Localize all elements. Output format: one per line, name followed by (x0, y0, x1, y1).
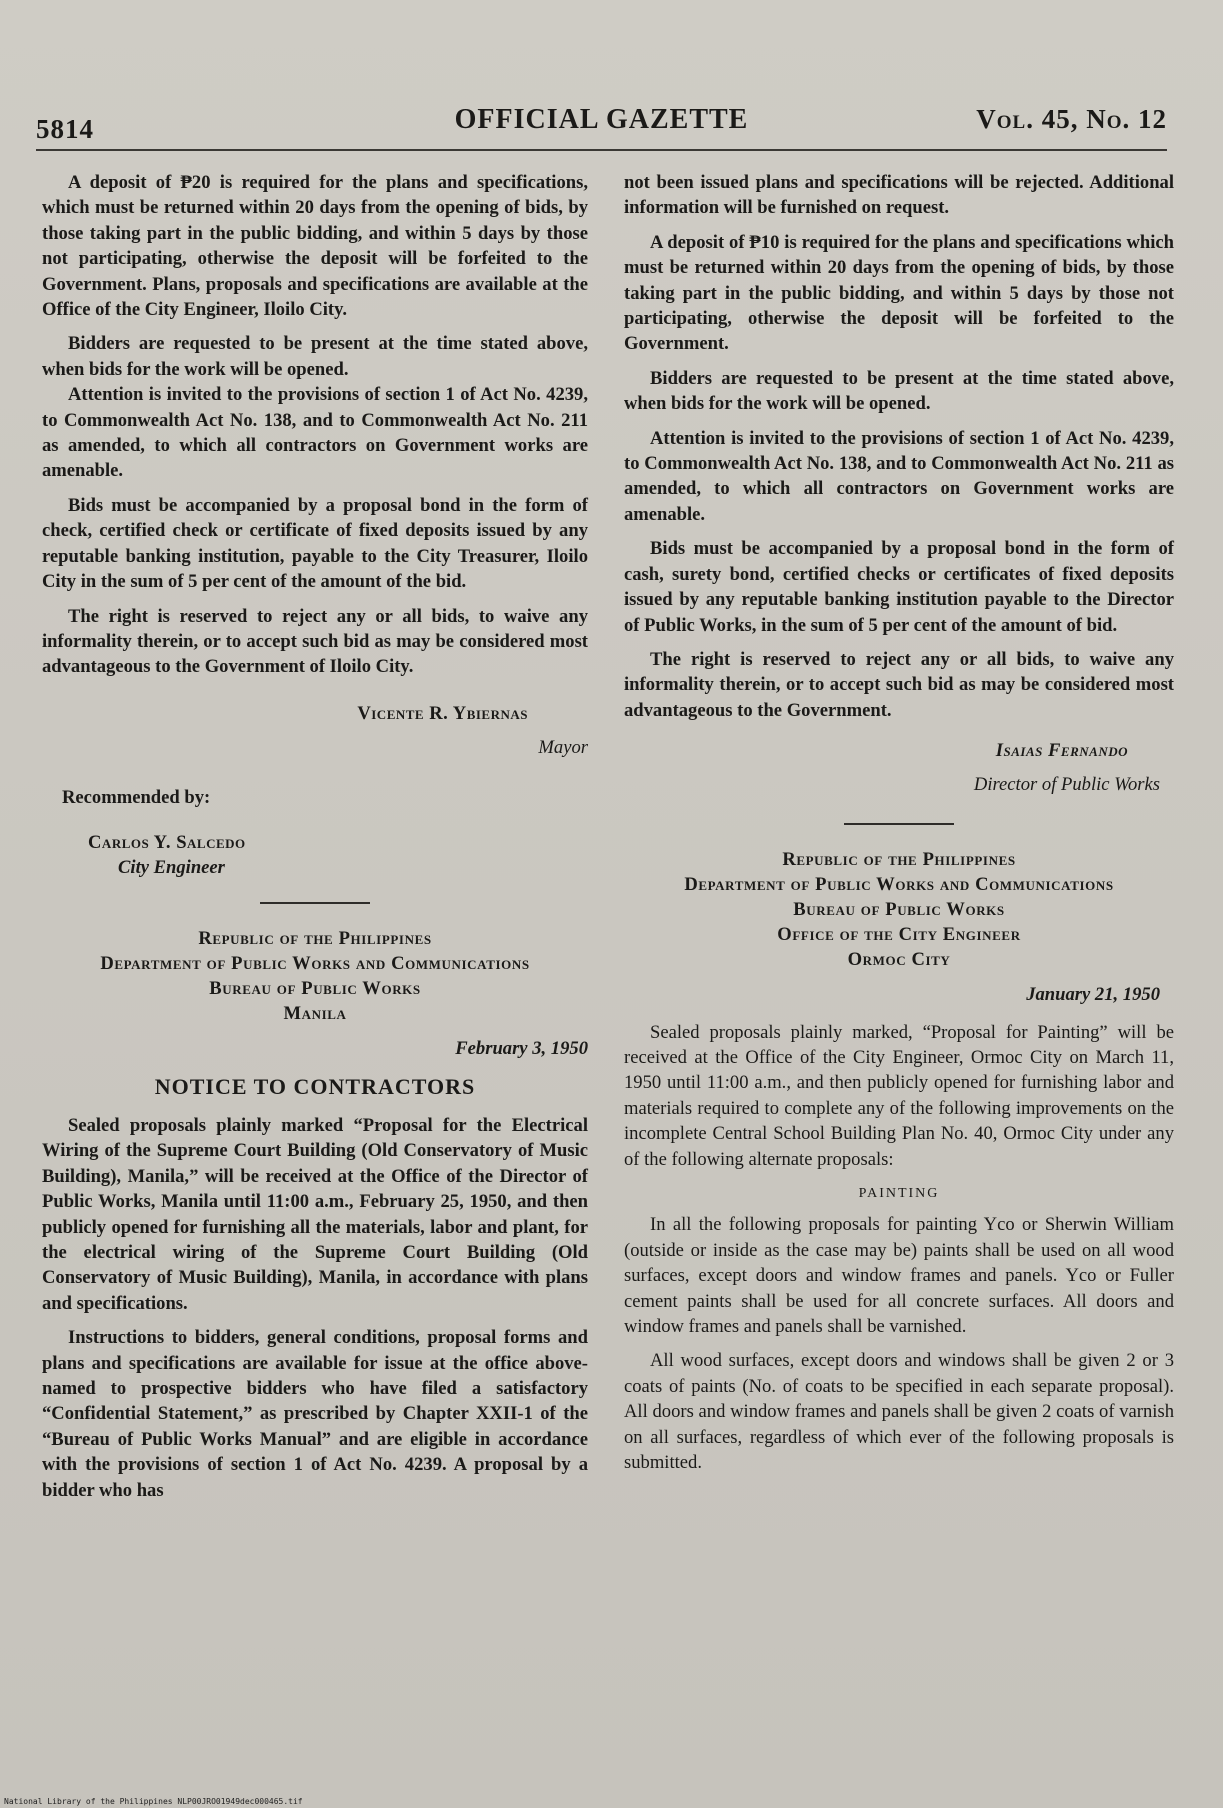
notice-title: NOTICE TO CONTRACTORS (154, 1073, 476, 1099)
section-divider (260, 902, 370, 904)
paragraph: Attention is invited to the provisions of section 1 of Act No. 4239, to Commonwealth Act No. 138, and to Commonwealth Act No. 211 as amended, to which all contractors on Government works are amenable. (624, 427, 1174, 525)
header-rule (36, 149, 1167, 151)
heading-line: Bureau of Public Works (209, 978, 421, 1000)
paragraph: not been issued plans and specifications will be rejected. Additional information will be furnished on request. (624, 172, 1174, 219)
heading-line: Bureau of Public Works (793, 899, 1005, 921)
paragraph: Sealed proposals plainly marked, “Proposal for Painting” will be received at the Office of the City Engineer, Ormoc City on March 11, 1950 until 11:00 a.m., and then publicly opened for furnishing labor and materials required to complete any of the following improvements on the incomplete Central School Building Plan No. 40, Ormoc City under any of the following alternate proposals: (624, 1021, 1174, 1170)
recommender-name: Carlos Y. Salcedo (88, 832, 246, 854)
heading-line: Ormoc City (847, 949, 951, 971)
paragraph: Instructions to bidders, general conditions, proposal forms and plans and specifications are available for issue at the office above-named to prospective bidders who have filed a satisfactory “Confidential Statement,” as prescribed by Chapter XXII-1 of the “Bureau of Public Works Manual” and are eligible in accordance with the provisions of section 1 of Act No. 4239. A proposal by a bidder who has (42, 1327, 588, 1501)
signature-name: Isaias Fernando (995, 740, 1128, 762)
paragraph: Sealed proposals plainly marked “Proposal for the Electrical Wiring of the Supreme Court Building (Old Conservatory of Music Building), Manila,” will be received at the Office of the Director of Public Works, Manila until 11:00 a.m., February 25, 1950, and then publicly opened for furnishing all the materials, labor and plant, for the electrical wiring of the Supreme Court Building (Old Conservatory of Music Building), Manila, in accordance with plans and specifications. (42, 1114, 588, 1314)
issuer-heading (42, 926, 588, 1026)
signature-title: Director of Public Works (973, 774, 1160, 796)
scan-footer: National Library of the Philippines NLP00JRO01949dec000465.tif (4, 1797, 303, 1806)
signature-title: Mayor (538, 736, 588, 758)
paragraph: A deposit of ₱10 is required for the plans and specifications which must be returned within 20 days from the opening of bids, by those taking part in the public bidding, and within 5 days by those not participating, otherwise the deposit will be forfeited to the Government. (624, 231, 1174, 355)
heading-line: Republic of the Philippines (782, 849, 1016, 871)
paragraph: Attention is invited to the provisions of section 1 of Act No. 4239, to Commonwealth Act No. 138, and to Commonwealth Act No. 211 as amended, to which all contractors on Government works are amenable. (42, 384, 588, 482)
heading-line: Republic of the Philippines (198, 928, 432, 950)
paragraph: All wood surfaces, except doors and windows shall be given 2 or 3 coats of paints (No. of coats to be specified in each separate proposal). All doors and window frames and panels shall be given 2 coats of varnish on all surfaces, regardless of which ever of the following proposals is submitted. (624, 1350, 1174, 1474)
issuer-heading (624, 847, 1174, 972)
heading-line: Department of Public Works and Communications (100, 953, 530, 975)
notice-date: February 3, 1950 (455, 1038, 588, 1060)
paragraph: In all the following proposals for painting Yco or Sherwin William (outside or inside as the case may be) paints shall be used on all wood surfaces, except doors and window frames and panels. Yco or Fuller cement paints shall be used for all concrete surfaces. All doors and window frames and panels shall be varnished. (624, 1214, 1174, 1337)
recommender-title: City Engineer (118, 857, 225, 879)
paragraph: The right is reserved to reject any or all bids, to waive any informality therein, or to accept such bid as may be considered most advantageous to the Government of Iloilo City. (42, 605, 588, 678)
page-number: 5814 (36, 114, 94, 144)
paragraph: Bids must be accompanied by a proposal bond in the form of cash, surety bond, certified checks or certificates of fixed deposits issued by any reputable banking institution payable to the Director of Public Works, in the sum of 5 per cent of the amount of bid. (624, 538, 1174, 636)
recommended-label: Recommended by: (62, 786, 211, 808)
paragraph: The right is reserved to reject any or all bids, to waive any informality therein, or to accept such bid as may be considered most advantageous to the Government. (624, 648, 1174, 721)
heading-line: Department of Public Works and Communications (684, 874, 1114, 896)
section-divider (844, 823, 954, 825)
volume-number: Vol. 45, No. 12 (976, 104, 1167, 134)
notice-date: January 21, 1950 (1026, 984, 1160, 1006)
heading-line: Office of the City Engineer (777, 924, 1021, 946)
page-header (36, 100, 1167, 144)
paragraph: Bids must be accompanied by a proposal bond in the form of check, certified check or certificate of fixed deposits issued by any reputable banking institution, payable to the City Treasurer, Iloilo City in the sum of 5 per cent of the amount of the bid. (42, 494, 588, 593)
right-column (624, 170, 1174, 1484)
paragraph: Bidders are requested to be present at the time stated above, when bids for the work will be opened. (624, 367, 1174, 415)
subsection-title: PAINTING (858, 1185, 940, 1201)
signature-name: Vicente R. Ybiernas (357, 702, 528, 724)
left-column (42, 170, 588, 1512)
paragraph: Bidders are requested to be present at the time stated above, when bids for the work will be opened. (42, 333, 588, 380)
heading-line: Manila (283, 1003, 347, 1025)
publication-title: OFFICIAL GAZETTE (454, 104, 749, 135)
paragraph: A deposit of ₱20 is required for the plans and specifications, which must be returned within 20 days from the opening of bids, by those taking part in the public bidding, and within 5 days by those not participating, otherwise the deposit will be forfeited to the Government. Plans, proposals and specifications are available at the Office of the City Engineer, Iloilo City. (42, 172, 588, 321)
